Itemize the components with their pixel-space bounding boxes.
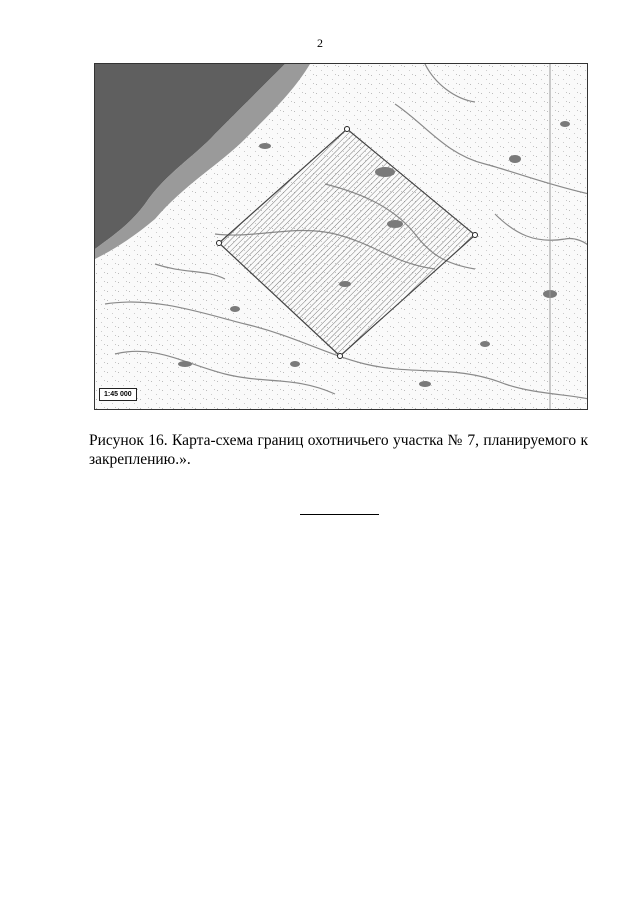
figure-caption: Рисунок 16. Карта-схема границ охотничьего участка № 7, планируемого к закреплению.». bbox=[89, 432, 588, 468]
page-number: 2 bbox=[317, 36, 323, 50]
map-scale-label: 1:45 000 bbox=[99, 388, 137, 401]
map-drawing bbox=[95, 64, 588, 410]
map-schema bbox=[94, 63, 588, 410]
end-divider bbox=[300, 514, 379, 515]
